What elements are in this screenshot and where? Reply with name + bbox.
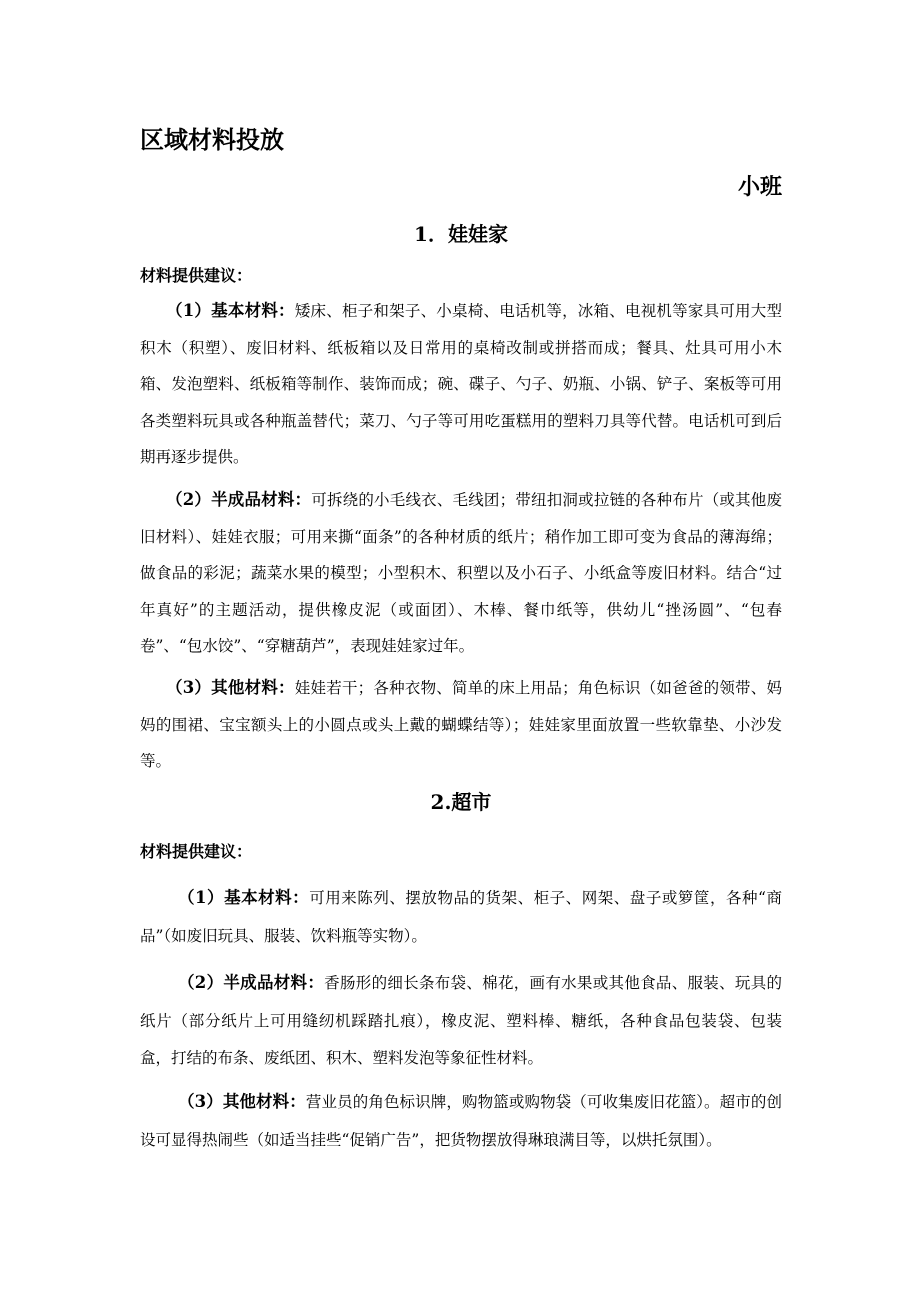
class-label: 小班 <box>737 174 782 200</box>
paragraph-text: 矮床、柜子和架子、小桌椅、电话机等，冰箱、电视机等家具可用大型积木（积塑）、废旧材料、纸板箱以及日常用的桌椅改制或拼搭而成；餐具、灶具可用小木箱、发泡塑料、纸板箱等制作、装饰而成；碗、碟子、勺子、奶瓶、小锅、铲子、案板等可用各类塑料玩具或各种瓶盖替代；菜刀、勺子等可用吃蛋糕用的塑料刀具等代替。电话机可到后期再逐步提供。 <box>140 302 782 467</box>
paragraph-semi-finished-materials <box>140 964 782 1078</box>
paragraph-text: 香肠形的细长条布袋、棉花，画有水果或其他食品、服装、玩具的纸片（部分纸片上可用缝纫机踩踏扎痕），橡皮泥、塑料棒、糖纸，各种食品包装袋、包装盒，打结的布条、废纸团、积木、塑料发泡等象征性材料。 <box>140 974 782 1067</box>
paragraph-semi-finished-materials <box>140 482 782 665</box>
paragraph-label: （2）半成品材料： <box>166 490 312 509</box>
paragraph-text: 可拆绕的小毛线衣、毛线团；带纽扣洞或拉链的各种布片（或其他废旧材料）、娃娃衣服；可用来撕“面条”的各种材质的纸片；稍作加工即可变为食品的薄海绵；做食品的彩泥；蔬菜水果的模型；小型积木、积塑以及小石子、小纸盒等废旧材料。结合“过年真好”的主题活动，提供橡皮泥（或面团）、木棒、餐巾纸等，供幼儿“挫汤圆”、“包春卷”、“包水饺”、“穿糖葫芦”，表现娃娃家过年。 <box>140 491 782 656</box>
paragraph-label: （1）基本材料： <box>178 888 310 907</box>
section-heading-supermarket: 2.超市 <box>430 790 492 814</box>
paragraph-other-materials <box>140 670 782 780</box>
paragraph-label: （3）其他材料： <box>178 1092 306 1111</box>
paragraph-text: 娃娃若干；各种衣物、简单的床上用品；角色标识（如爸爸的领带、妈妈的围裙、宝宝额头上的小圆点或头上戴的蝴蝶结等）；娃娃家里面放置一些软靠垫、小沙发等。 <box>140 679 782 771</box>
section-subheading: 材料提供建议： <box>140 842 253 861</box>
section-subheading: 材料提供建议： <box>140 266 253 285</box>
paragraph-label: （2）半成品材料： <box>178 973 325 992</box>
paragraph-basic-materials <box>140 293 782 476</box>
document-title: 区域材料投放 <box>140 125 284 154</box>
paragraph-label: （3）其他材料： <box>166 678 295 697</box>
paragraph-other-materials <box>140 1083 782 1159</box>
paragraph-basic-materials <box>140 879 782 955</box>
paragraph-label: （1）基本材料： <box>166 301 295 320</box>
paragraph-text: 可用来陈列、摆放物品的货架、柜子、网架、盘子或箩筐，各种“商品”（如废旧玩具、服装、饮料瓶等实物）。 <box>140 889 782 945</box>
paragraph-text: 营业员的角色标识牌，购物篮或购物袋（可收集废旧花篮）。超市的创设可显得热闹些（如适当挂些“促销广告”，把货物摆放得琳琅满目等，以烘托氛围）。 <box>140 1093 782 1149</box>
section-heading-dollhouse: 1．娃娃家 <box>414 222 508 246</box>
